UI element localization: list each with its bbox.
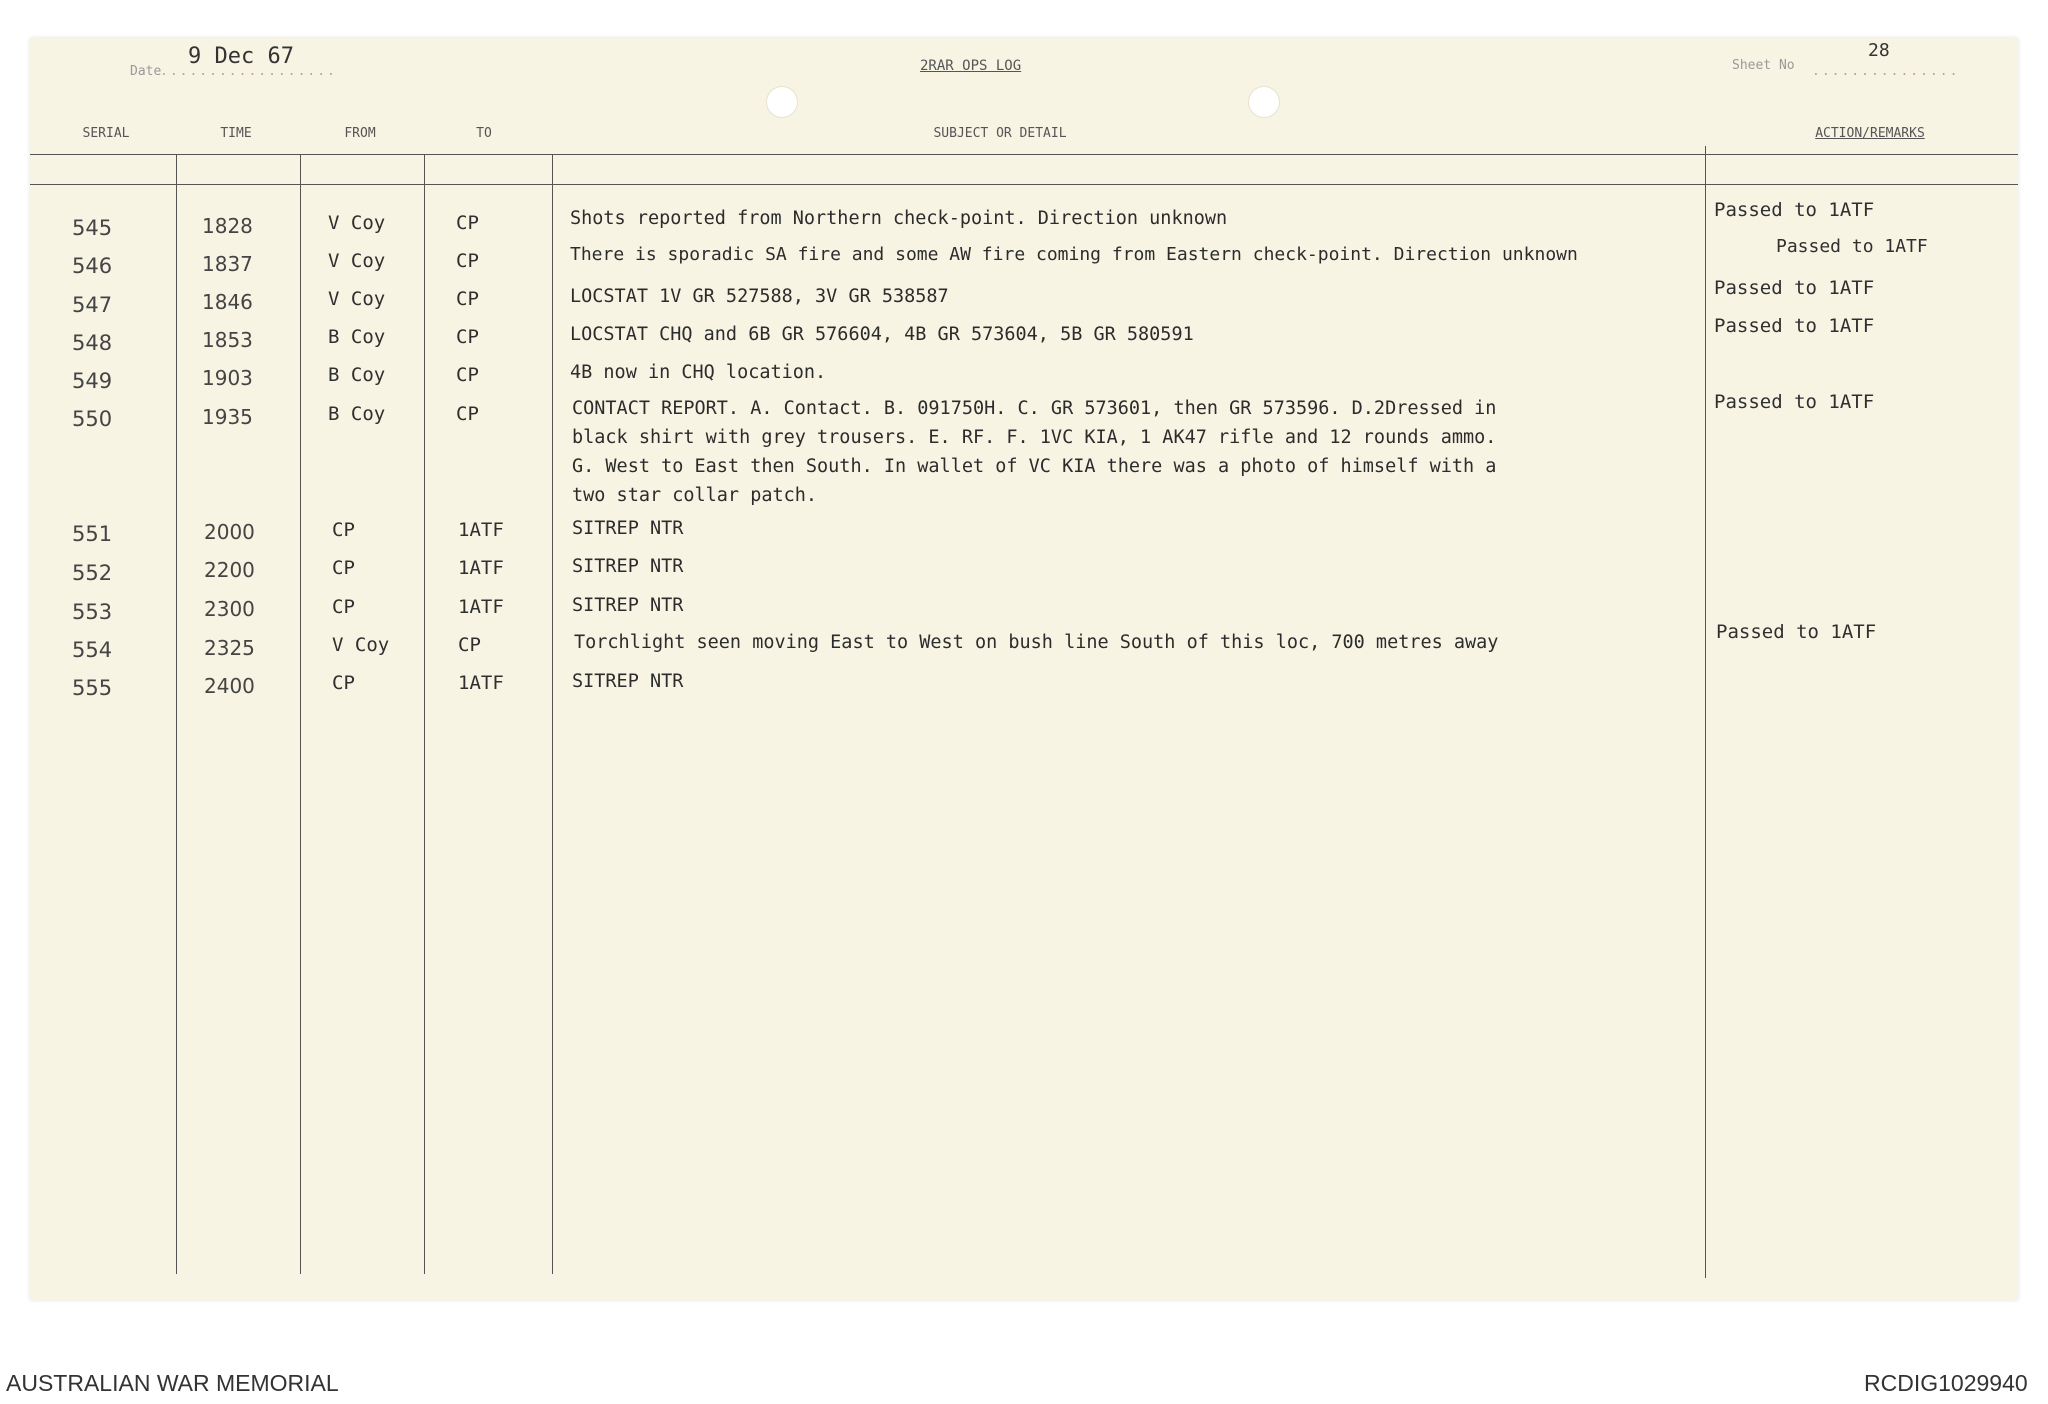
row-from: B Coy — [328, 326, 386, 348]
row-to: CP — [456, 326, 479, 348]
row-detail: SITREP NTR — [572, 556, 684, 577]
row-from: CP — [332, 672, 355, 694]
row-detail: SITREP NTR — [572, 595, 684, 616]
punch-hole-left — [766, 86, 798, 118]
column-divider — [424, 154, 425, 1274]
header-top-rule — [30, 154, 2018, 155]
row-time: 1903 — [202, 366, 253, 390]
row-to: CP — [456, 212, 479, 234]
row-remarks: Passed to 1ATF — [1714, 315, 1875, 337]
date-dotted-line: .................. — [160, 64, 337, 79]
row-time: 2400 — [204, 674, 255, 698]
row-serial: 550 — [72, 407, 113, 431]
row-from: V Coy — [328, 212, 386, 234]
row-serial: 553 — [72, 600, 113, 624]
row-detail: SITREP NTR — [572, 518, 684, 539]
row-to: CP — [458, 634, 481, 656]
row-serial: 551 — [72, 522, 113, 546]
row-serial: 555 — [72, 676, 113, 700]
row-time: 2200 — [204, 558, 255, 582]
row-remarks: Passed to 1ATF — [1714, 199, 1875, 221]
row-time: 1935 — [202, 405, 253, 429]
row-detail: SITREP NTR — [572, 671, 684, 692]
row-time: 2325 — [204, 636, 255, 660]
row-to: CP — [456, 288, 479, 310]
row-to: CP — [456, 403, 479, 425]
sheet-number: 28 — [1868, 40, 1890, 61]
row-time: 1828 — [202, 214, 253, 238]
row-detail: Shots reported from Northern check-point. Direction unknown — [570, 208, 1228, 229]
column-divider — [300, 154, 301, 1274]
row-detail: LOCSTAT CHQ and 6B GR 576604, 4B GR 573604, 5B GR 580591 — [570, 324, 1194, 345]
row-to: 1ATF — [458, 519, 504, 541]
punch-hole-right — [1248, 86, 1280, 118]
row-detail: There is sporadic SA fire and some AW fire coming from Eastern check-point. Direction unknown — [570, 244, 1578, 265]
row-serial: 545 — [72, 216, 113, 240]
row-to: 1ATF — [458, 557, 504, 579]
row-to: 1ATF — [458, 596, 504, 618]
column-divider — [176, 154, 177, 1274]
row-detail: LOCSTAT 1V GR 527588, 3V GR 538587 — [570, 286, 949, 307]
row-time: 2300 — [204, 597, 255, 621]
column-divider — [1705, 146, 1706, 1278]
row-serial: 548 — [72, 331, 113, 355]
archive-reference: RCDIG1029940 — [1864, 1370, 2028, 1396]
row-from: V Coy — [328, 250, 386, 272]
row-time: 1853 — [202, 328, 253, 352]
col-header-from: FROM — [344, 126, 376, 141]
row-to: CP — [456, 364, 479, 386]
date-label: Date — [130, 64, 162, 79]
sheet-dotted-line: ............... — [1812, 64, 1960, 79]
col-header-serial: SERIAL — [82, 126, 130, 141]
col-header-subject: SUBJECT OR DETAIL — [933, 126, 1067, 141]
row-serial: 554 — [72, 638, 113, 662]
row-to: CP — [456, 250, 479, 272]
row-time: 1846 — [202, 290, 253, 314]
header-bottom-rule — [30, 184, 2018, 185]
row-from: B Coy — [328, 364, 386, 386]
row-from: CP — [332, 596, 355, 618]
row-remarks: Passed to 1ATF — [1714, 391, 1875, 413]
row-time: 2000 — [204, 520, 255, 544]
row-from: V Coy — [328, 288, 386, 310]
row-from: B Coy — [328, 403, 386, 425]
row-from: V Coy — [332, 634, 390, 656]
row-serial: 549 — [72, 369, 113, 393]
row-serial: 552 — [72, 561, 113, 585]
row-from: CP — [332, 519, 355, 541]
col-header-time: TIME — [220, 126, 252, 141]
row-detail: Torchlight seen moving East to West on bush line South of this loc, 700 metres away — [574, 632, 1499, 653]
row-detail: 4B now in CHQ location. — [570, 362, 827, 383]
col-header-to: TO — [476, 126, 492, 141]
row-serial: 547 — [72, 293, 113, 317]
date-value: 9 Dec 67 — [188, 44, 294, 69]
row-serial: 546 — [72, 254, 113, 278]
row-time: 1837 — [202, 252, 253, 276]
archive-credit: AUSTRALIAN WAR MEMORIAL — [6, 1370, 339, 1396]
row-remarks: Passed to 1ATF — [1714, 277, 1875, 299]
row-remarks: Passed to 1ATF — [1776, 236, 1928, 257]
sheet-label: Sheet No — [1732, 58, 1795, 73]
row-detail: CONTACT REPORT. A. Contact. B. 091750H. C. GR 573601, then GR 573596. D.2Dressed in black shirt with grey trousers. E. RF. F. 1VC KIA, 1 AK47 rifle and 12 rounds ammo. G. West to East then South. In wallet of VC KIA there was a photo of himself with a two star collar patch. — [572, 398, 1497, 506]
row-to: 1ATF — [458, 672, 504, 694]
col-header-remarks: ACTION/REMARKS — [1815, 126, 1925, 141]
row-remarks: Passed to 1ATF — [1716, 621, 1877, 643]
row-from: CP — [332, 557, 355, 579]
log-title: 2RAR OPS LOG — [920, 58, 1022, 74]
column-divider — [552, 154, 553, 1274]
